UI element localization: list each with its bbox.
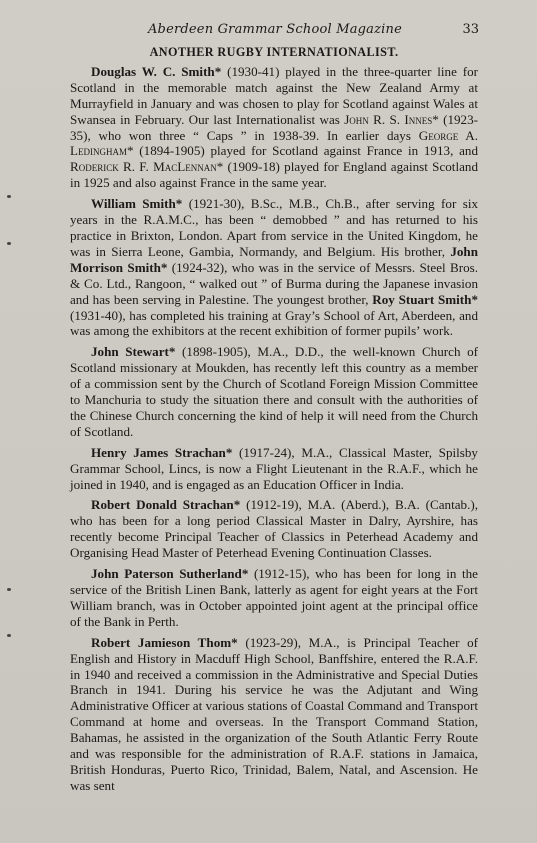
article-title: ANOTHER RUGBY INTERNATIONALIST. xyxy=(149,45,399,59)
person-name: Roderick R. F. MacLennan* xyxy=(70,159,224,175)
person-name: John Paterson Sutherland* xyxy=(91,566,249,582)
paragraph-john-sutherland: John Paterson Sutherland* (1912-15), who has been for long in the service of the British Linen Bank, latterly as agent for eight years at the Fort William branch, was in October appointed joint agent at the principal office of the Bank in Perth. xyxy=(70,566,478,629)
person-name: Roy Stuart Smith* xyxy=(372,291,478,307)
paragraph-robert-thom: Robert Jamieson Thom* (1923-29), M.A., is Principal Teacher of English and History in Macduff High School, Banffshire, entered the R.A.F. in 1940 and received a commission in the Administrative and Special Duties Branch in 1941. During his service he was the Adjutant and Wing Administrative Officer at various stations of Coastal Command and Transport Command at home and overseas. In the Transport Command Station, Bahamas, he assisted in the organization of the South Atlantic Ferry Route and was responsible for the administration of R.A.F. stations in Jamaica, British Honduras, Puerto Rico, Trinidad, Balem, Natal, and Ascension. He was sent xyxy=(70,634,478,793)
article-body xyxy=(70,45,478,799)
margin-mark xyxy=(7,242,11,245)
margin-mark xyxy=(7,634,11,637)
margin-mark xyxy=(7,588,11,591)
person-name: Robert Donald Strachan* xyxy=(91,497,241,513)
person-name: John Stewart* xyxy=(91,344,176,360)
page-number: 33 xyxy=(462,22,479,37)
running-head: Aberdeen Grammar School Magazine xyxy=(147,22,403,37)
paragraph-william-smith: William Smith* (1921-30), B.Sc., M.B., Ch.B., after serving for six years in the R.A.M.C., has been “ demobbed ” and has returned to his practice in Brixton, London. Apart from service in the United Kingdom, he was in Sierra Leone, Gambia, Normandy, and Belgium. His brother, John Morrison Smith* (1924-32), who was in the service of Messrs. Steel Bros. & Co. Ltd., Rangoon, “ walked out ” of Burma during the Japanese invasion and has been serving in Palestine. The youngest brother, Roy Stuart Smith* (1931-40), has completed his training at Gray’s School of Art, Aberdeen, and was among the exhibitors at the recent exhibition of former pupils’ work. xyxy=(70,196,478,339)
person-name: Robert Jamieson Thom* xyxy=(91,634,238,650)
paragraph-douglas-smith: Douglas W. C. Smith* (1930-41) played in the three-quarter line for Scotland in the memorable match against the New Zealand Army at Murrayfield in January and was chosen to play for Scotland against Wales at Swansea in February. Our last Internationalist was John R. S. Innes* (1923-35), who won three “ Caps ” in 1938-39. In earlier days George A. Ledingham* (1894-1905) played for Scotland against France in 1913, and Roderick R. F. MacLennan* (1909-18) played for England against Scotland in 1925 and also against France in the same year. xyxy=(70,63,479,191)
paragraph-john-stewart: John Stewart* (1898-1905), M.A., D.D., the well-known Church of Scotland missionary at Moukden, has recently left this country as a member of a commission sent by the Church of Scotland Foreign Mission Committee to Manchuria to study the situation there and consult with the authorities of the Chinese Church concerning the kind of help it will need from the Church of Scotland. xyxy=(70,344,478,439)
person-name: Douglas W. C. Smith* xyxy=(91,63,222,79)
paragraph-robert-strachan: Robert Donald Strachan* (1912-19), M.A. (Aberd.), B.A. (Cantab.), who has been for a long period Classical Master in Dalry, Ayrshire, has recently become Principal Teacher of Classics in Peterhead Academy and Organising Head Master of Peterhead Evening Continuation Classes. xyxy=(70,497,478,561)
person-name: Henry James Strachan* xyxy=(91,444,233,460)
person-name: John R. S. Innes* xyxy=(344,111,439,127)
person-name: John Morrison Smith* xyxy=(70,243,478,275)
paragraph-henry-strachan: Henry James Strachan* (1917-24), M.A., Classical Master, Spilsby Grammar School, Lincs, is now a Flight Lieutenant in the R.A.F., which he joined in 1940, and is engaged as an Education Officer in India. xyxy=(70,444,478,492)
person-name: George A. Ledingham* xyxy=(70,127,479,159)
person-name: William Smith* xyxy=(91,196,183,212)
margin-mark xyxy=(7,195,11,198)
